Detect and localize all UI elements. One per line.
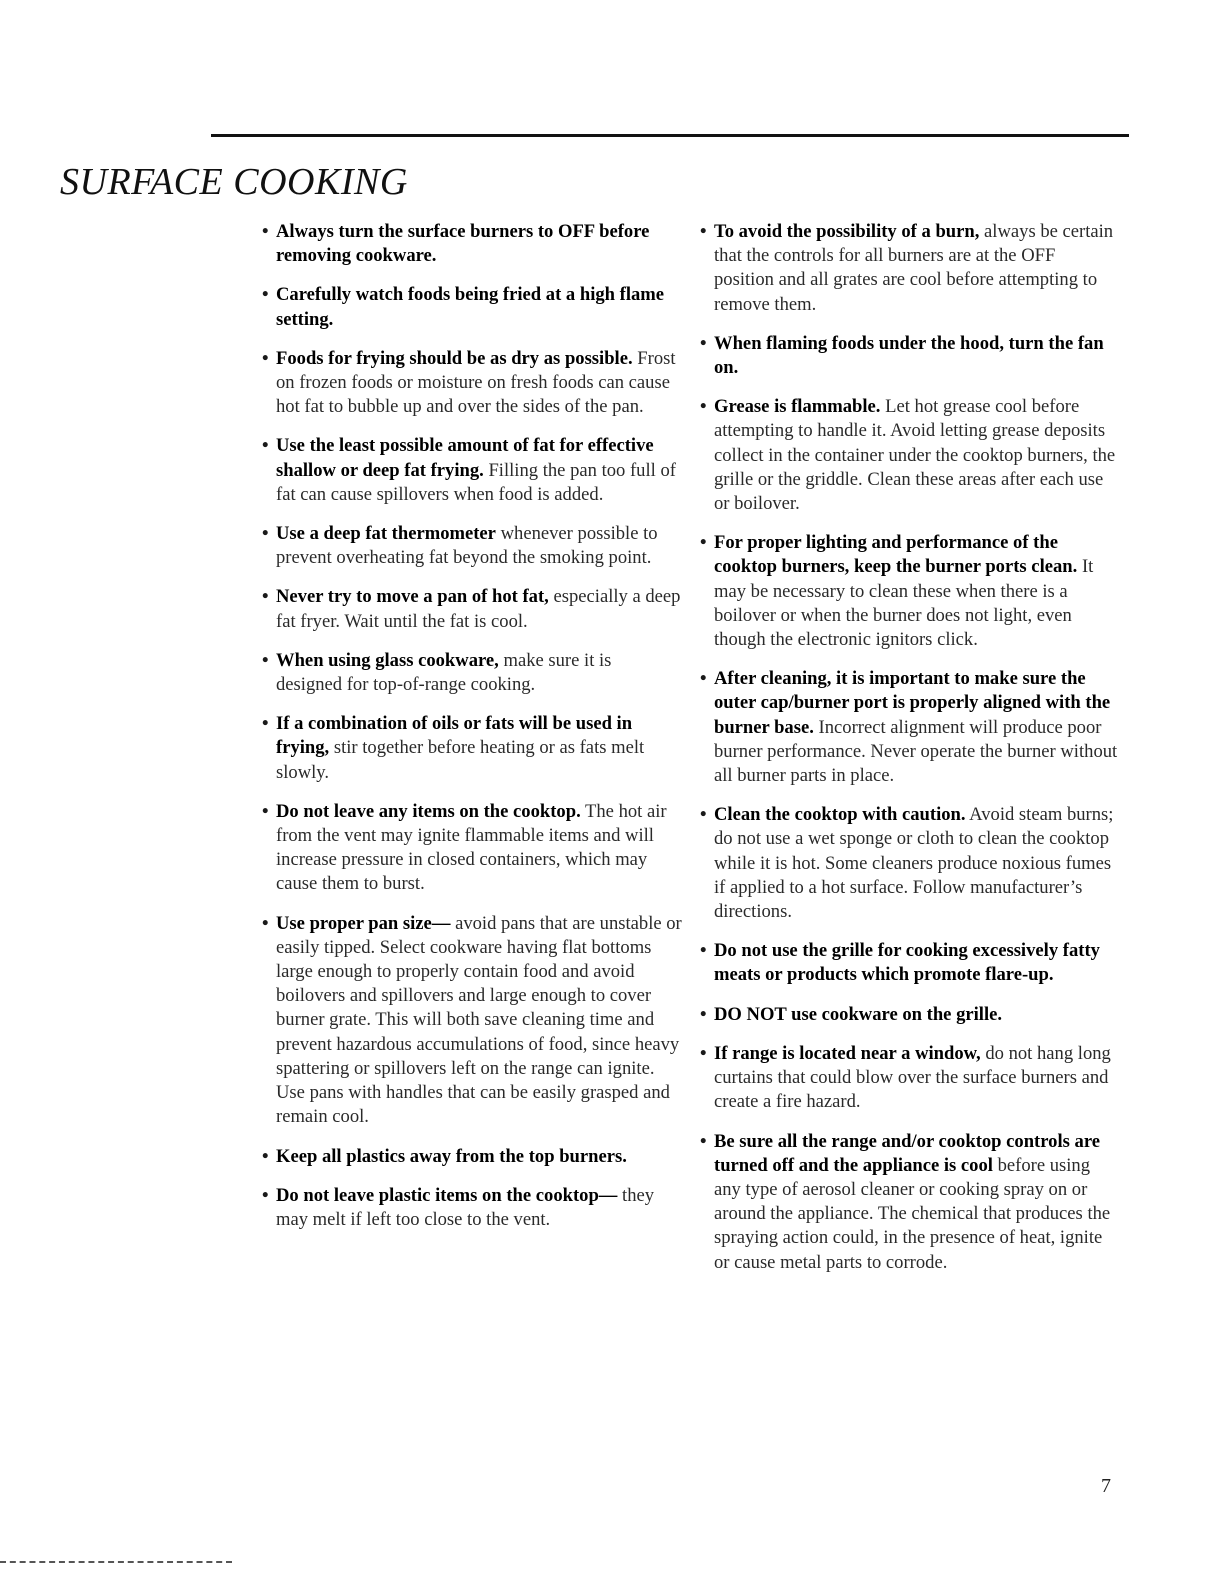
bullet-icon: • <box>262 713 269 735</box>
bullet-icon: • <box>262 221 269 242</box>
bullet-icon: • <box>262 523 269 545</box>
item-lead: When using glass cookware, <box>276 649 499 671</box>
safety-item <box>700 939 1118 987</box>
item-lead: If range is located near a window, <box>714 1042 981 1064</box>
item-lead: Never try to move a pan of hot fat, <box>276 586 549 608</box>
safety-item <box>700 395 1118 516</box>
item-text: Filling the pan too full of fat can cause spillovers when food is added. <box>276 459 676 505</box>
item-text: Incorrect alignment will produce poor burner performance. Never operate the burner without all burner parts in place. <box>714 716 1118 787</box>
bullet-icon: • <box>262 912 269 934</box>
safety-item <box>700 1003 1118 1027</box>
item-text: It may be necessary to clean these when there is a boilover or when the burner does not light, even though the electronic ignitors click. <box>714 556 1094 651</box>
left-column <box>262 220 682 1247</box>
safety-item <box>700 667 1118 788</box>
item-lead: Do not leave plastic items on the cooktop— <box>276 1184 618 1206</box>
item-text: before using any type of aerosol cleaner or cooking spray on or around the appliance. The chemical that produces the spraying action could, in the presence of heat, ignite or cause metal parts to corrode. <box>714 1154 1111 1273</box>
bullet-icon: • <box>262 649 269 671</box>
page-number: 7 <box>1101 1475 1111 1497</box>
safety-item <box>262 912 682 1130</box>
bullet-icon: • <box>700 332 707 354</box>
safety-item <box>700 332 1118 380</box>
item-lead: Be sure all the range and/or cooktop controls are turned off and the appliance is cool <box>714 1130 1100 1176</box>
item-lead: Always turn the surface burners to OFF before removing cookware. <box>276 221 650 267</box>
top-rule <box>211 134 1129 137</box>
safety-item <box>700 1042 1118 1115</box>
safety-item <box>262 1145 682 1169</box>
bullet-icon: • <box>700 532 707 554</box>
item-text: do not hang long curtains that could blow over the surface burners and create a fire hazard. <box>714 1042 1111 1113</box>
item-lead: To avoid the possibility of a burn, <box>714 221 980 242</box>
safety-item <box>262 283 682 331</box>
safety-item <box>262 712 682 785</box>
page-title: SURFACE COOKING <box>60 161 408 203</box>
bullet-icon: • <box>262 284 269 306</box>
item-lead: If a combination of oils or fats will be used in frying, <box>276 713 633 759</box>
item-lead: When flaming foods under the hood, turn the fan on. <box>714 332 1104 379</box>
safety-item <box>700 803 1118 924</box>
safety-item <box>262 434 682 507</box>
bullet-icon: • <box>700 396 707 418</box>
bullet-icon: • <box>700 804 707 826</box>
safety-item <box>700 220 1118 317</box>
item-lead: Carefully watch foods being fried at a high flame setting. <box>276 284 665 330</box>
bullet-icon: • <box>700 1042 707 1064</box>
item-text: Avoid steam burns; do not use a wet sponge or cloth to clean the cooktop while it is hot. Some cleaners produce noxious fumes if applied to a hot surface. Follow manufacturer’s directions. <box>714 804 1114 923</box>
bullet-icon: • <box>700 940 707 962</box>
item-lead: DO NOT use cookware on the grille. <box>714 1003 1003 1025</box>
item-text: they may melt if left too close to the vent. <box>276 1184 655 1230</box>
item-text: avoid pans that are unstable or easily tipped. Select cookware having flat bottoms large enough to properly contain food and avoid boilovers and spillovers and large enough to cover burner grate. This will both save cleaning time and prevent hazardous accumulations of food, since heavy spattering or spillovers left on the range can ignite. Use pans with handles that can be easily grasped and remain cool. <box>276 912 682 1128</box>
bullet-icon: • <box>262 435 269 457</box>
safety-item <box>700 1130 1118 1275</box>
bullet-icon: • <box>700 668 707 690</box>
bullet-icon: • <box>700 1130 707 1152</box>
bullet-icon: • <box>700 221 707 242</box>
item-text: especially a deep fat fryer. Wait until the fat is cool. <box>276 586 681 632</box>
item-lead: Do not use the grille for cooking excessively fatty meats or products which promote flare-up. <box>714 940 1100 986</box>
item-lead: After cleaning, it is important to make sure the outer cap/burner port is properly aligned with the burner base. <box>714 668 1111 738</box>
right-column <box>700 220 1118 1290</box>
safety-item <box>262 220 682 268</box>
bottom-rule <box>0 1561 232 1563</box>
item-text: always be certain that the controls for all burners are at the OFF position and all grates are cool before attempting to remove them. <box>714 221 1114 315</box>
item-lead: Use a deep fat thermometer <box>276 523 496 545</box>
safety-item <box>262 522 682 570</box>
item-lead: For proper lighting and performance of the cooktop burners, keep the burner ports clean. <box>714 532 1078 578</box>
item-lead: Use proper pan size— <box>276 912 451 934</box>
item-lead: Clean the cooktop with caution. <box>714 804 966 826</box>
safety-item <box>262 800 682 897</box>
safety-item <box>262 347 682 420</box>
safety-item <box>700 531 1118 652</box>
item-lead: Use the least possible amount of fat for effective shallow or deep fat frying. <box>276 435 654 481</box>
item-lead: Foods for frying should be as dry as possible. <box>276 347 633 369</box>
bullet-icon: • <box>700 1003 707 1025</box>
item-text: The hot air from the vent may ignite flammable items and will increase pressure in closed containers, which may cause them to burst. <box>276 800 667 895</box>
item-text: stir together before heating or as fats melt slowly. <box>276 737 645 783</box>
item-lead: Do not leave any items on the cooktop. <box>276 800 581 822</box>
bullet-icon: • <box>262 586 269 608</box>
safety-item <box>262 1184 682 1232</box>
item-text: Frost on frozen foods or moisture on fresh foods can cause hot fat to bubble up and over the sides of the pan. <box>276 347 676 418</box>
item-text: Let hot grease cool before attempting to handle it. Avoid letting grease deposits collect in the container under the cooktop burners, the grille or the griddle. Clean these areas after each use or boilover. <box>714 396 1116 515</box>
item-lead: Grease is flammable. <box>714 396 881 418</box>
bullet-icon: • <box>262 1184 269 1206</box>
bullet-icon: • <box>262 1145 269 1167</box>
bullet-icon: • <box>262 347 269 369</box>
bullet-icon: • <box>262 800 269 822</box>
item-text: whenever possible to prevent overheating fat beyond the smoking point. <box>276 523 658 569</box>
item-lead: Keep all plastics away from the top burners. <box>276 1145 627 1167</box>
safety-item <box>262 649 682 697</box>
safety-item <box>262 585 682 633</box>
item-text: make sure it is designed for top-of-range cooking. <box>276 649 612 696</box>
